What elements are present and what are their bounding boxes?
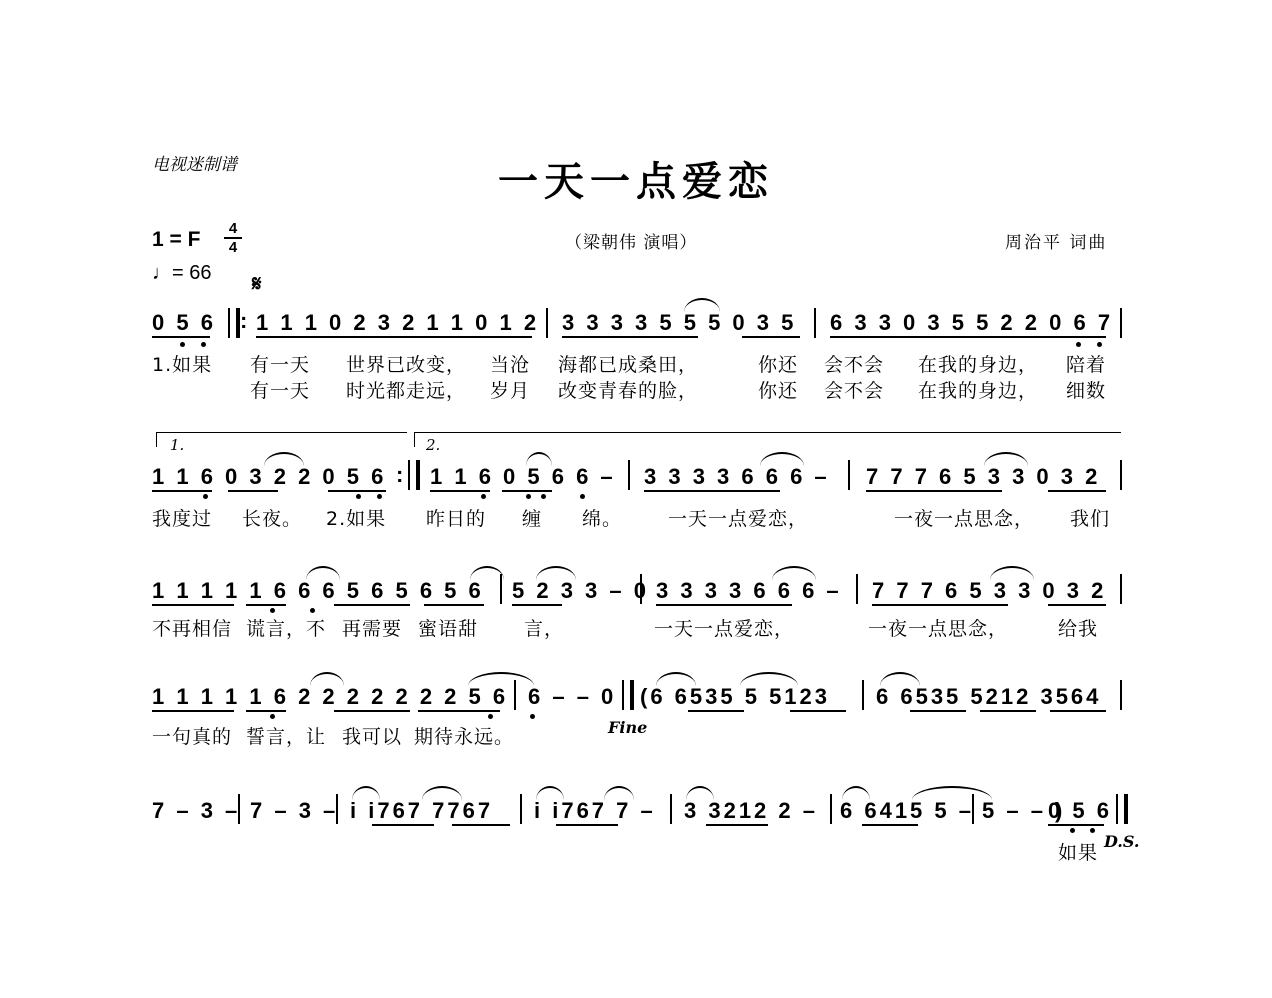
lyric: 不再相信 (152, 618, 233, 640)
octave-dot (201, 342, 206, 347)
system3-measure3: 3 3 3 3 6 6 6 – (656, 578, 842, 603)
beam (502, 490, 552, 492)
lyric: 昨日的 (426, 508, 487, 530)
system5-lyrics: 如果 (1058, 842, 1099, 864)
beam (656, 604, 792, 606)
system4-measure1: 1 1 1 1 1 6 2 2 2 2 2 2 2 5 6 (152, 684, 509, 709)
beam (512, 604, 562, 606)
beam (830, 336, 1106, 338)
tie (984, 452, 1028, 466)
tie (422, 786, 462, 800)
tie (306, 566, 340, 580)
system3-measure1: 1 1 1 1 1 6 6 6 5 6 5 6 5 6 (152, 578, 484, 603)
lyric: 你还 (758, 354, 799, 376)
composer-credit: 周治平 词曲 (1005, 233, 1108, 253)
lyric-line1 (152, 350, 1106, 377)
lyric: 在我的身边， (918, 354, 1039, 376)
system2-measure4: 7 7 7 6 5 3 3 0 3 2 (866, 464, 1101, 489)
lyric: 细数 (1066, 380, 1107, 402)
repeat-start-barline (228, 308, 240, 338)
beam (152, 336, 210, 338)
tie (990, 566, 1034, 580)
lyric-line2 (250, 376, 1106, 403)
beam (424, 604, 484, 606)
lyric: 改变青春的脸， (558, 380, 699, 402)
barline (1120, 460, 1122, 490)
barline (830, 794, 832, 824)
system4-lyrics (152, 722, 514, 749)
lyric: 会不会 (824, 380, 885, 402)
tie (536, 566, 576, 580)
barline (336, 794, 338, 824)
beam (1048, 490, 1106, 492)
tie (536, 786, 564, 800)
tie (760, 452, 804, 466)
tie (310, 672, 344, 686)
fine-barline (622, 680, 634, 710)
system3-measure4: 7 7 7 6 5 3 3 0 3 2 (872, 578, 1107, 603)
dal-segno-marking: D.S. (1104, 832, 1140, 851)
lyric: 给我 (1058, 618, 1099, 640)
octave-dot (1076, 342, 1081, 347)
lyric: 期待永远。 (414, 726, 515, 748)
system4-measure2: 6 – – 0 (528, 684, 617, 709)
lyric: 缠 (522, 508, 543, 530)
tie (264, 452, 304, 466)
system5-measure3: i i767 7767 (350, 798, 494, 823)
beam (556, 824, 618, 826)
tie (352, 786, 380, 800)
lyric: 我们 (1070, 508, 1111, 530)
key-signature: 1 = F (152, 228, 201, 251)
lyric: 2.如果 (326, 508, 387, 530)
system5-measure5: 3 3212 2 – (684, 798, 818, 823)
system1-pickup: 0 5 6 (152, 310, 216, 335)
system5-measure6: 6 6415 5 – (840, 798, 974, 823)
fine-marking: Fine (608, 718, 648, 737)
lyric: 绵。 (582, 508, 623, 530)
second-ending-label: 2. (426, 436, 441, 454)
system5-measure4: i i767 7 – (534, 798, 656, 823)
tie (656, 672, 696, 686)
second-ending-bracket (414, 432, 1121, 447)
repeat-colon: : (240, 308, 251, 333)
beam (328, 490, 386, 492)
beam (562, 336, 698, 338)
barline (546, 308, 548, 338)
octave-dot (580, 494, 585, 499)
beam (862, 824, 918, 826)
beam (256, 336, 532, 338)
performer-credit: （梁朝伟 演唱） (565, 233, 698, 253)
tie (526, 452, 552, 466)
lyric: 一天一点爱恋， (668, 508, 809, 530)
lyric: 我可以 (342, 726, 403, 748)
octave-dot (270, 714, 275, 719)
system5-pickup: 0 5 6 (1048, 798, 1112, 823)
system2-measure3: 3 3 3 3 6 6 6 – (644, 464, 830, 489)
system1-measure2: 3 3 3 3 5 5 5 0 3 5 (562, 310, 797, 335)
octave-dot (180, 342, 185, 347)
octave-dot (356, 494, 361, 499)
lyric: 海都已成桑田， (558, 354, 699, 376)
beam (452, 824, 510, 826)
barline (862, 680, 864, 710)
barline (640, 574, 642, 604)
beam (1048, 604, 1106, 606)
tie (684, 298, 720, 312)
lyric: 你还 (758, 380, 799, 402)
system2-lyrics (152, 504, 1110, 531)
system2-measure2: 1 1 6 0 5 6 6 – (430, 464, 616, 489)
repeat-colon: : (396, 462, 407, 487)
octave-dot (1097, 342, 1102, 347)
beam (430, 490, 490, 492)
beam (910, 710, 966, 712)
beam (152, 710, 234, 712)
system5-measure7: 5 – – ) (982, 798, 1066, 823)
arranger-credit: 电视迷制谱 (152, 155, 237, 175)
lyric: 我度过 (152, 508, 213, 530)
lyric: 长夜。 (242, 508, 303, 530)
tie (468, 672, 534, 686)
lyric: 1.如果 (152, 354, 213, 376)
tie (842, 786, 870, 800)
octave-dot (488, 714, 493, 719)
beam (706, 824, 768, 826)
octave-dot (203, 494, 208, 499)
tie (772, 566, 816, 580)
beam (418, 710, 500, 712)
tempo-marking: ♩= 66 (152, 262, 212, 284)
system4-interlude2: 6 6535 5212 3564 (876, 684, 1102, 709)
barline (1120, 308, 1122, 338)
lyric: 岁月 (490, 380, 531, 402)
system4-interlude1: (6 6535 5 5123 (640, 684, 831, 709)
lyric: 一夜一点思念， (894, 508, 1035, 530)
beam (1048, 824, 1104, 826)
octave-dot (541, 494, 546, 499)
barline (628, 460, 630, 490)
tie (880, 672, 920, 686)
system2-measure1: 1 1 6 0 3 2 2 0 5 6 (152, 464, 387, 489)
barline (238, 794, 240, 824)
system5-measure2: 7 – 3 – (250, 798, 339, 823)
barline (1120, 680, 1122, 710)
barline (1120, 574, 1122, 604)
beam (644, 490, 780, 492)
lyric: 一句真的 (152, 726, 233, 748)
system3-lyrics (152, 614, 1098, 641)
octave-dot (481, 494, 486, 499)
octave-dot (270, 608, 275, 613)
tie (686, 786, 714, 800)
tie (740, 672, 798, 686)
lyric: 一天一点爱恋， (654, 618, 795, 640)
beam (866, 490, 1002, 492)
system1-measure3: 6 3 3 0 3 5 5 2 2 0 6 7 (830, 310, 1114, 335)
octave-dot (526, 494, 531, 499)
system5-measure1: 7 – 3 – (152, 798, 241, 823)
beam (334, 604, 410, 606)
beam (980, 710, 1036, 712)
beam (790, 710, 846, 712)
segno-sign: 𝄋 (252, 272, 262, 297)
beam (246, 710, 286, 712)
octave-dot (530, 714, 535, 719)
lyric: 蜜语甜 (418, 618, 479, 640)
lyric: 再需要 (342, 618, 403, 640)
beam (152, 604, 234, 606)
beam (334, 710, 410, 712)
lyric: 谎言，不 (246, 618, 327, 640)
lyric: 会不会 (824, 354, 885, 376)
barline (670, 794, 672, 824)
octave-dot (377, 494, 382, 499)
system1-measure1: 1 1 1 0 2 3 2 1 1 0 1 2 (256, 310, 540, 335)
octave-dot (1070, 828, 1075, 833)
tie (912, 786, 992, 800)
beam (372, 824, 434, 826)
barline (520, 794, 522, 824)
lyric: 世界已改变， (346, 354, 467, 376)
time-signature (222, 221, 244, 255)
beam (742, 336, 800, 338)
beam (228, 490, 278, 492)
meter-top: 4 (228, 220, 238, 237)
beam (246, 604, 286, 606)
tie (604, 786, 634, 800)
ds-barline (1116, 794, 1128, 824)
lyric: 有一天 (250, 380, 311, 402)
beam (872, 604, 1008, 606)
barline (848, 460, 850, 490)
barline (856, 574, 858, 604)
lyric: 有一天 (250, 354, 311, 376)
beam (1050, 710, 1106, 712)
meter-bottom: 4 (228, 239, 238, 256)
lyric: 陪着 (1066, 354, 1107, 376)
tie (470, 566, 504, 580)
song-title: 一天一点爱恋 (498, 158, 774, 205)
first-ending-bracket (156, 432, 407, 447)
barline (814, 308, 816, 338)
octave-dot (310, 608, 315, 613)
system3-measure2: 5 2 3 3 – 0 (512, 578, 649, 603)
lyric: 誓言，让 (246, 726, 327, 748)
lyric: 言， (524, 618, 565, 640)
octave-dot (1090, 828, 1095, 833)
lyric: 一夜一点思念， (868, 618, 1009, 640)
lyric: 时光都走远， (346, 380, 467, 402)
repeat-end-barline (408, 460, 420, 490)
lyric: 在我的身边， (918, 380, 1039, 402)
beam (688, 710, 744, 712)
first-ending-label: 1. (170, 436, 185, 454)
beam (152, 490, 212, 492)
lyric: 当沧 (490, 354, 531, 376)
